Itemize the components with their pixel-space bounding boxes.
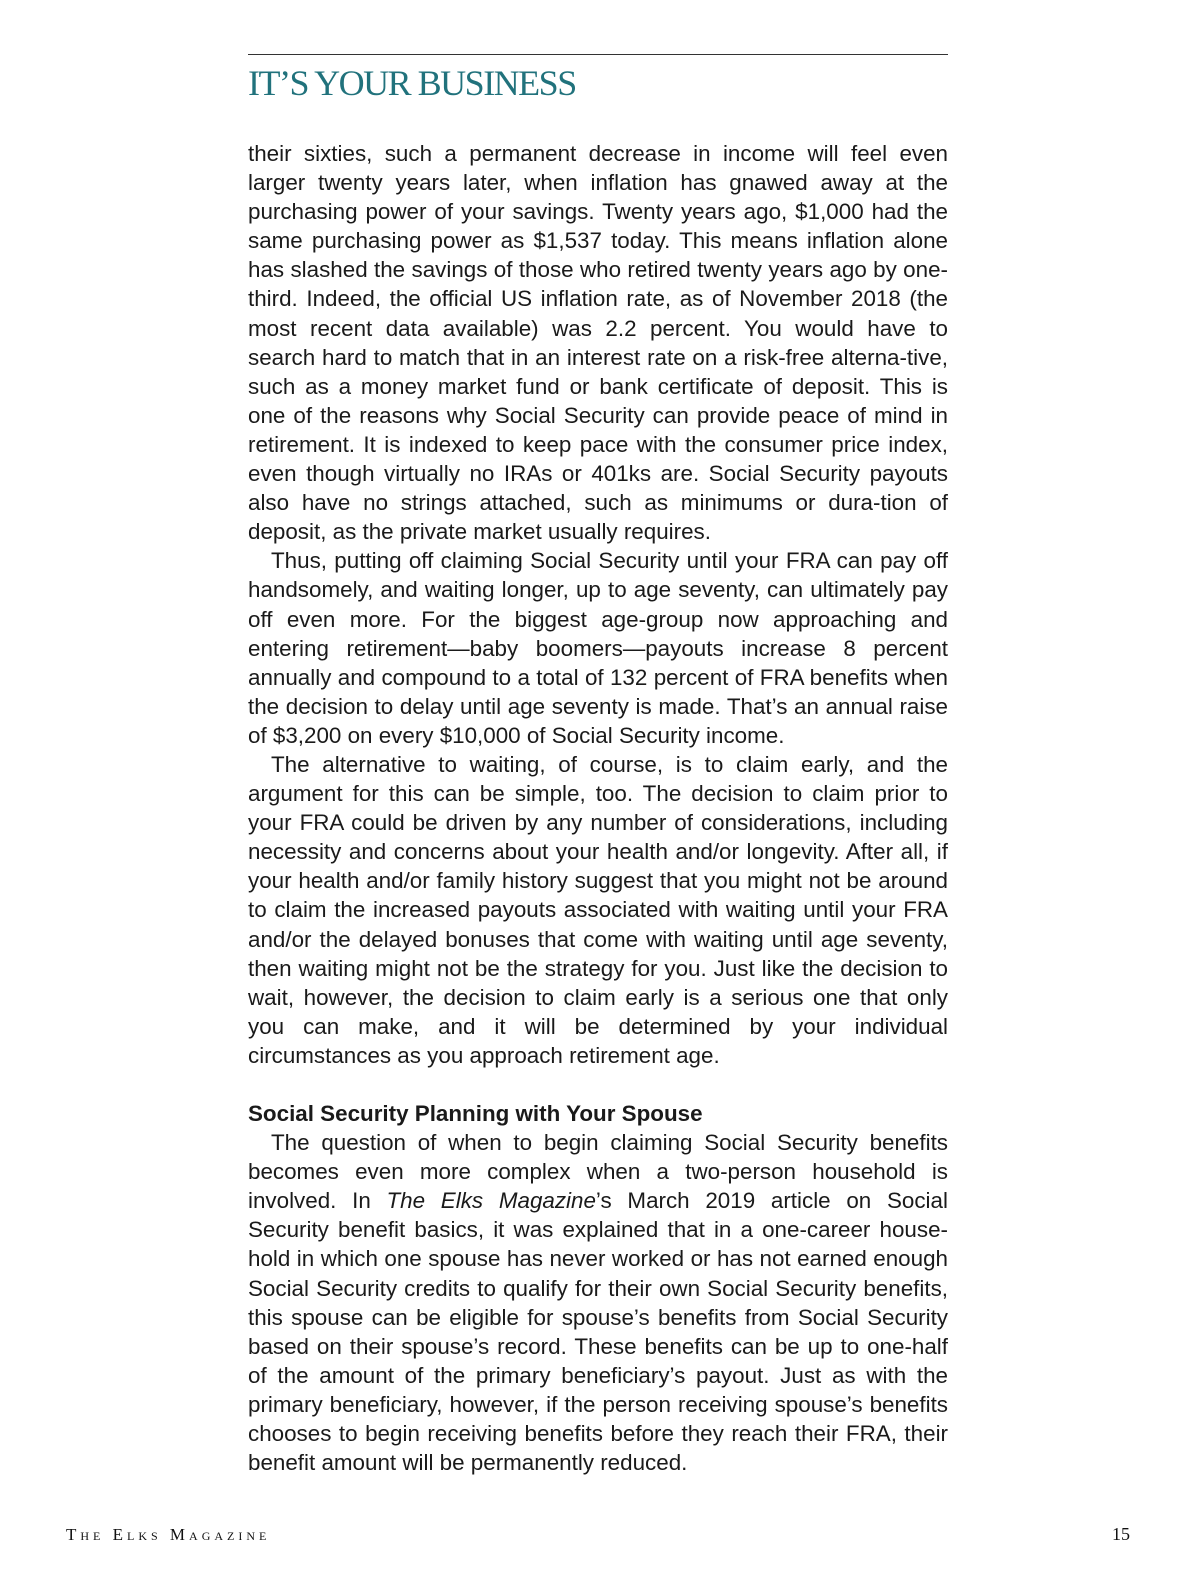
paragraph-4 xyxy=(248,1128,948,1477)
paragraph-4-rest: ’s March 2019 article on Social Security benefit basics, it was explained that in a one-career house-hold in which one spouse has never worked or has not earned enough Social Security credits to qualify for their own Social Security benefits, this spouse can be eligible for spouse’s benefits from Social Security based on their spouse’s record. These benefits can be up to one-half of the amount of the primary beneficiary’s payout. Just as with the primary beneficiary, however, if the person receiving spouse’s benefits chooses to begin receiving benefits before they reach their FRA, their benefit amount will be permanently reduced. xyxy=(248,1188,948,1476)
magazine-title-italic: The Elks Magazine xyxy=(386,1188,596,1214)
subheading: Social Security Planning with Your Spouse xyxy=(248,1101,703,1126)
paragraph-2: Thus, putting off claiming Social Security until your FRA can pay off handsomely, and waiting longer, up to age seventy, can ultimately pay off even more. For the biggest age-group now approaching and entering retirement—baby boomers—payouts increase 8 percent annually and compound to a total of 132 percent of FRA benefits when the decision to delay until age seventy is made. That’s an annual raise of $3,200 on every $10,000 of Social Security income. xyxy=(248,548,948,748)
paragraph-1: their sixties, such a permanent decrease in income will feel even larger twenty years later, when inflation has gnawed away at the purchasing power of your savings. Twenty years ago, $1,000 had the same purchasing power as $1,537 today. This means inflation alone has slashed the savings of those who retired twenty years ago by one-third. Indeed, the official US inflation rate, as of November 2018 (the most recent data available) was 2.2 percent. You would have to search hard to match that in an interest rate on a risk-free alterna-tive, such as a money market fund or bank certificate of deposit. This is one of the reasons why Social Security can provide peace of mind in retirement. It is indexed to keep pace with the consumer price index, even though virtually no IRAs or 401ks are. Social Security payouts also have no strings attached, such as minimums or dura-tion of deposit, as the private market usually requires. xyxy=(248,141,948,545)
page-number: 15 xyxy=(1112,1524,1130,1544)
section-title: IT’S YOUR BUSINESS xyxy=(248,63,576,103)
paragraph-3: The alternative to waiting, of course, is to claim early, and the argument for this can be simple, too. The decision to claim prior to your FRA could be driven by any number of considerations, including necessity and concerns about your health and/or longevity. After all, if your health and/or family history suggest that you might not be around to claim the increased payouts associated with waiting until your FRA and/or the delayed bonuses that come with waiting until age seventy, then waiting might not be the strategy for you. Just like the decision to wait, however, the decision to claim early is a serious one that only you can make, and it will be determined by your individual circumstances as you approach retirement age. xyxy=(248,751,948,1068)
footer-magazine-name: The Elks Magazine xyxy=(66,1525,271,1544)
article-body xyxy=(248,139,948,1477)
header-rule xyxy=(248,54,948,55)
paragraph-4-lead: The question of when to begin claiming Social Security benefits becomes even more complex when a two-person household is involved. In xyxy=(248,1130,948,1214)
